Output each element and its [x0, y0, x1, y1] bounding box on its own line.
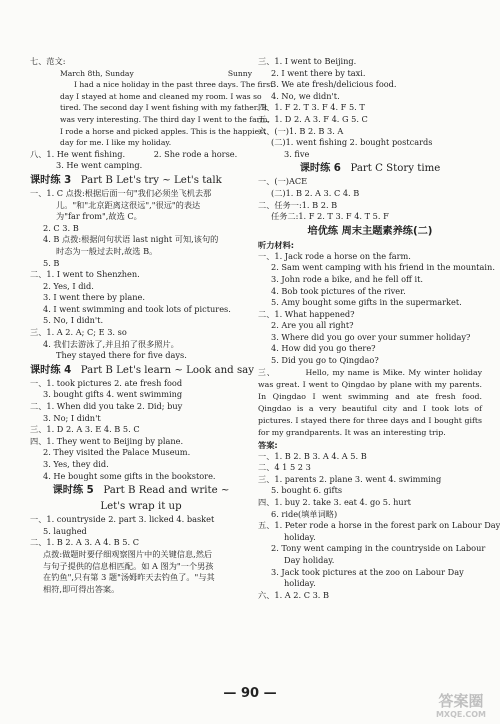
answer-line: Day holiday. [284, 555, 335, 565]
lesson-subtitle: Part C Story time [350, 163, 441, 175]
answer-line: 2. I went there by taxi. [271, 67, 366, 78]
lesson-4-answers [30, 378, 252, 482]
answer-line: 3. We ate fresh/delicious food. [271, 79, 397, 90]
essay-body [30, 79, 274, 149]
essay-line: I rode a horse and picked apples. This is the happiest [60, 126, 267, 136]
answer-line: 与句子提供的信息相匹配。如 A 图为"一个男孩 [43, 560, 214, 571]
answer-item: 八、1. He went fishing. [30, 148, 126, 159]
answer-line: 一、1. took pictures 2. ate fresh food [30, 377, 183, 388]
answer-line: 6. ride(填单词略) [271, 508, 338, 519]
answer-line: 2. Tony went camping in the countryside on Labour [271, 543, 486, 554]
answer-line: 六、(一)1. B 2. B 3. A [258, 125, 344, 136]
essay-weather: Sunny [227, 68, 252, 78]
answer-line: 2. They visited the Palace Museum. [43, 447, 191, 458]
answer-line: 3. five [284, 148, 310, 159]
answer-line: 5. Amy bought some gifts in the supermarket. [271, 297, 462, 308]
answer-item: 2. She rode a horse. [153, 148, 238, 159]
lesson-title: 课时练 3 [30, 174, 72, 186]
lesson-title: 课时练 6 [299, 163, 341, 175]
answer-line: 5. Did you go to Qingdao? [271, 355, 379, 366]
listening-lines [258, 250, 495, 367]
answer-line: They stayed there for five days. [56, 350, 187, 361]
essay-label: 七、范文: [30, 56, 66, 66]
answer-line: 二、1. I went to Shenzhen. [30, 269, 140, 280]
right-top-answers [258, 56, 482, 160]
answer-line: 一、1. countryside 2. part 3. licked 4. basket [30, 514, 215, 525]
answer-line: holiday. [284, 531, 316, 542]
answer-line: 5. No, I didn't. [43, 315, 104, 326]
answer-line: 一、1. Jack rode a horse on the farm. [258, 250, 411, 261]
lesson-5-heading [30, 483, 252, 498]
passage-text: Hello, my name is Mike. My winter holiday was great. I went to Qingdao by plane with my parents. In Qingdao I went swimming and ate fresh food. Qingdao is a very beautiful city and I took lots of pictures. I stayed there for three days and I bought gifts for my grandparents. It was an interesting trip. [258, 367, 482, 437]
answer-line: 三、1. parents 2. plane 3. went 4. swimming [258, 473, 442, 484]
essay-line: tired. The second day I went fishing with my father. It [60, 103, 268, 113]
lesson-subtitle: Part B Read and write ~ [103, 485, 230, 497]
answer-line: 4. No, we didn't. [271, 90, 340, 101]
weekly-answers [258, 450, 500, 602]
answer-item: 3. He went camping. [56, 160, 143, 171]
answer-line: 二、1. What happened? [258, 308, 355, 319]
right-column [258, 56, 500, 601]
answer-line: 一、1. B 2. B 3. A 4. A 5. B [258, 450, 367, 461]
answer-line: 3. Jack took pictures at the zoo on Labour Day [271, 566, 464, 577]
passage-label: 三、 [258, 367, 276, 377]
essay-line: was very interesting. The third day I went to the farm. [60, 114, 270, 124]
answer-line: 五、1. Peter rode a horse in the forest park on Labour Day [258, 520, 500, 531]
answer-line: 儿。"和"北京距离这很远","很远"的表达 [56, 199, 201, 210]
answer-line: 在钓鱼",只有第 3 题"汤姆昨天去钓鱼了。"与其 [43, 572, 215, 583]
answer-line: 三、1. D 2. A 3. E 4. B 5. C [30, 424, 140, 435]
answer-line: 四、1. buy 2. take 3. eat 4. go 5. hurt [258, 497, 411, 508]
answer-line: 四、1. F 2. T 3. F 4. F 5. T [258, 102, 365, 113]
essay-line: day for me. I like my holiday. [60, 138, 172, 148]
answer-line: 2. Yes, I did. [43, 280, 94, 291]
lesson-subtitle: Part B Let's learn ~ Look and say [80, 364, 255, 376]
answers-label: 答案: [258, 439, 278, 450]
section-eight-row [30, 149, 252, 161]
lesson-title: 课时练 5 [52, 485, 94, 497]
answer-line: 5. bought 6. gifts [271, 485, 343, 496]
answer-line: 4. He bought some gifts in the bookstore. [43, 470, 216, 481]
answer-line: 3. Where did you go over your summer holiday? [271, 331, 471, 342]
answer-line: 2. Are you all right? [271, 320, 354, 331]
lesson-title: 课时练 4 [30, 364, 72, 376]
answer-line: 二、1. B 2. A 3. A 4. B 5. C [30, 537, 139, 548]
answer-line: 相符,即可得出答案。 [43, 583, 120, 594]
answer-line: 二、1. When did you take 2. Did; buy [30, 401, 183, 412]
answer-line: 3. John rode a bike, and he fell off it. [271, 273, 423, 284]
lesson-subtitle: Part B Let's try ~ Let's talk [80, 174, 222, 186]
lesson-subtitle: Let's wrap it up [100, 501, 182, 513]
essay-line: I had a nice holiday in the past three days. The first [74, 80, 274, 90]
answer-line: 3. Yes, they did. [43, 459, 109, 469]
answer-line: 3. I went there by plane. [43, 292, 145, 303]
answer-line: 四、1. They went to Beijing by plane. [30, 435, 184, 446]
answer-line: 点拨:做题时要仔细观察图片中的关键信息,然后 [43, 548, 213, 559]
lesson-3-heading [30, 173, 252, 188]
answer-line: 4. B 点拨:根据问句状语 last night 可知,该句的 [43, 234, 219, 245]
answer-line: 4. Bob took pictures of the river. [271, 285, 406, 296]
lesson-5-answers [30, 514, 252, 595]
answer-line: holiday. [284, 578, 316, 589]
answer-line: 任务二:1. F 2. T 3. F 4. T 5. F [271, 211, 389, 222]
answer-line: 4. I went swimming and took lots of pictures. [43, 303, 231, 314]
essay-line: day I stayed at home and cleaned my room. I was so [60, 91, 262, 101]
lesson-6-heading [258, 161, 482, 176]
left-column [30, 56, 274, 595]
answer-line: 3. bought gifts 4. went swimming [43, 389, 183, 400]
answer-line: (二)1. went fishing 2. bought postcards [271, 137, 433, 148]
answer-line: 三、1. I went to Beijing. [258, 56, 357, 66]
lesson-3-answers [30, 188, 252, 362]
answer-line: 二、任务一:1. B 2. B [258, 199, 338, 210]
lesson-4-heading [30, 363, 255, 378]
answer-line: 时态为一般过去时,故选 B。 [56, 245, 158, 256]
page-number: — 90 — [223, 686, 277, 701]
answer-line: 4. 我们去游泳了,并且拍了很多照片。 [43, 338, 179, 349]
answer-line: 一、(一)ACE [258, 176, 308, 187]
answer-line: 五、1. D 2. A 3. F 4. G 5. C [258, 113, 368, 124]
answer-line: 5. B [43, 257, 60, 268]
watermark-subtext: MXQE.COM [435, 710, 487, 719]
answer-line: (二)1. B 2. A 3. C 4. B [271, 187, 360, 198]
answer-line: 3. No; I didn't [43, 412, 101, 423]
weekly-practice-heading: 培优练 周末主题素养练(二) [307, 225, 433, 237]
answer-line: 一、1. C 点拨:根据后面一句"我们必须坐飞机去那 [30, 187, 212, 198]
answer-line: 六、1. A 2. C 3. B [258, 589, 330, 600]
answer-line: 三、1. A 2. A; C; E 3. so [30, 327, 127, 338]
answer-line: 为"far from",故选 C。 [56, 211, 142, 222]
answer-line: 5. laughed [43, 525, 87, 536]
watermark-logo [428, 686, 494, 720]
answer-line: 4. How did you go there? [271, 343, 376, 354]
listening-label: 听力材料: [258, 239, 295, 250]
essay-date: March 8th, Sunday [60, 68, 134, 78]
watermark-text: 答案圈 [438, 692, 484, 710]
answer-line: 2. C 3. B [43, 222, 79, 233]
answer-line: 2. Sam went camping with his friend in the mountain. [271, 262, 495, 273]
listening-passage [258, 367, 482, 439]
answer-line: 二、4 1 5 2 3 [258, 462, 311, 473]
lesson-5-heading-cont [30, 499, 252, 514]
lesson-6-answers [258, 176, 482, 222]
essay-date-row [30, 68, 252, 80]
